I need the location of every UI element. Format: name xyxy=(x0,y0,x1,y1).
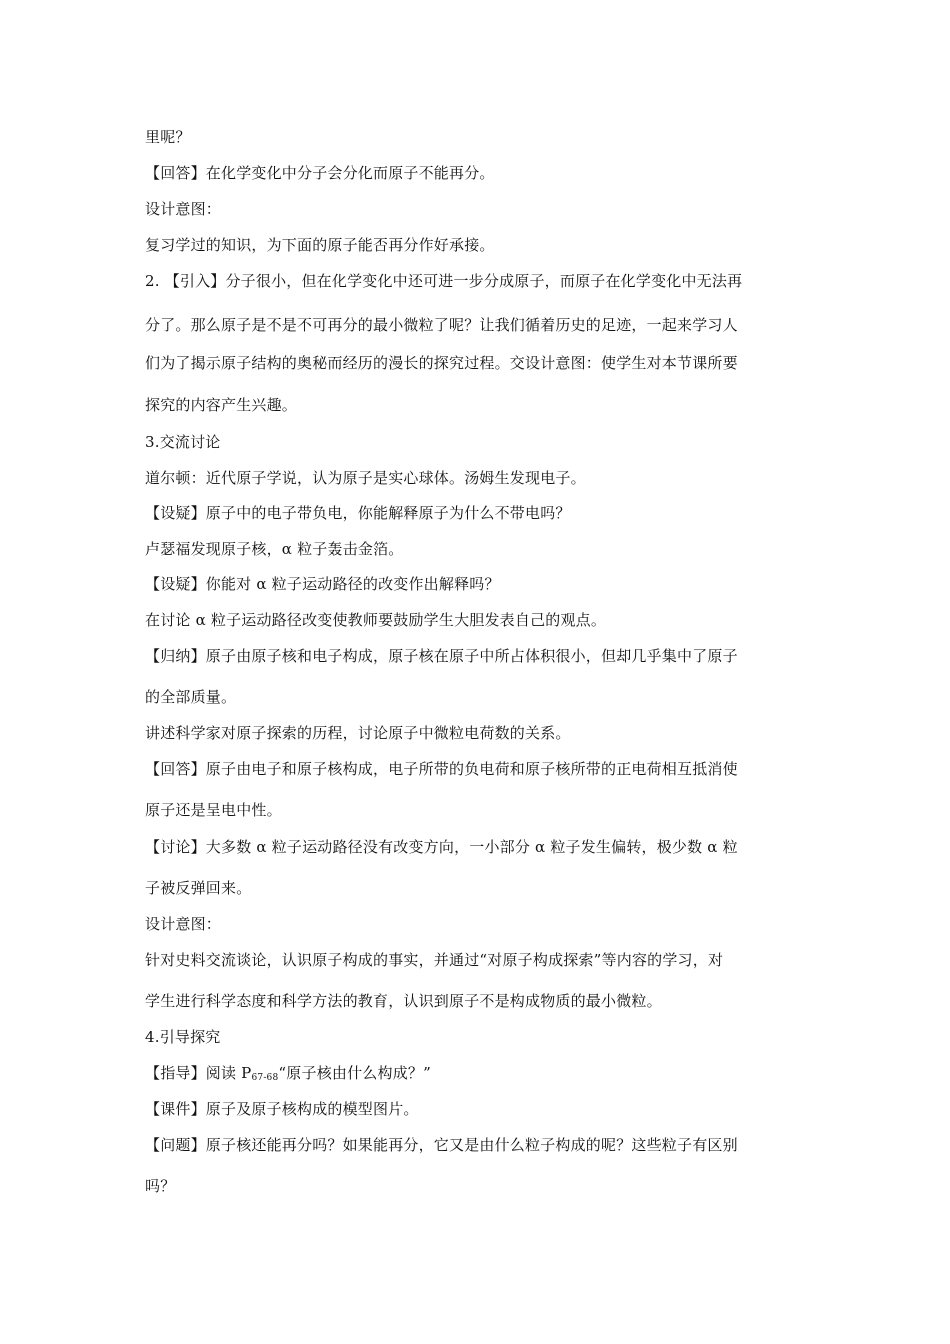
text-line-01: 里呢？ xyxy=(145,128,191,146)
text-line-10: 道尔顿：近代原子学说，认为原子是实心球体。汤姆生发现电子。 xyxy=(145,469,586,487)
section-heading-4: 4.引导探究 xyxy=(145,1028,221,1046)
text-line-23: 针对史料交流谈论，认识原子构成的事实，并通过“对原子构成探索”等内容的学习，对 xyxy=(145,951,724,969)
text-line-27: 【课件】原子及原子核构成的模型图片。 xyxy=(145,1100,419,1118)
text-line-12: 卢瑟福发现原子核，α 粒子轰击金箔。 xyxy=(145,540,404,558)
reading-instruction-question: “原子核由什么构成？” xyxy=(278,1064,431,1082)
text-line-13: 【设疑】你能对 α 粒子运动路径的改变作出解释吗？ xyxy=(145,575,500,593)
text-line-15: 【归纳】原子由原子核和电子构成，原子核在原子中所占体积很小，但却几乎集中了原子 xyxy=(145,647,738,665)
text-line-19: 原子还是呈电中性。 xyxy=(145,801,282,819)
text-line-20: 【讨论】大多数 α 粒子运动路径没有改变方向，一小部分 α 粒子发生偏转，极少数 α 粒 xyxy=(145,838,738,856)
text-line-04: 复习学过的知识，为下面的原子能否再分作好承接。 xyxy=(145,236,495,254)
text-line-28: 【问题】原子核还能再分吗？如果能再分，它又是由什么粒子构成的呢？这些粒子有区别 xyxy=(145,1136,738,1154)
text-line-14: 在讨论 α 粒子运动路径改变使教师要鼓励学生大胆发表自己的观点。 xyxy=(145,611,607,629)
text-line-06: 分了。那么原子是不是不可再分的最小微粒了呢？让我们循着历史的足迹，一起来学习人 xyxy=(145,316,738,334)
text-line-22: 设计意图： xyxy=(145,915,222,933)
text-line-11: 【设疑】原子中的电子带负电，你能解释原子为什么不带电吗？ xyxy=(145,504,571,522)
text-line-03: 设计意图： xyxy=(145,200,222,218)
text-line-16: 的全部质量。 xyxy=(145,688,237,706)
text-line-29: 吗？ xyxy=(145,1177,176,1195)
text-line-21: 子被反弹回来。 xyxy=(145,879,252,897)
text-line-07: 们为了揭示原子结构的奥秘而经历的漫长的探究过程。交设计意图：使学生对本节课所要 xyxy=(145,354,738,372)
reading-instruction-prefix: 【指导】阅读 P xyxy=(145,1064,252,1082)
text-line-24: 学生进行科学态度和科学方法的教育，认识到原子不是构成物质的最小微粒。 xyxy=(145,992,662,1010)
text-line-08: 探究的内容产生兴趣。 xyxy=(145,396,298,414)
text-line-18: 【回答】原子由电子和原子核构成，电子所带的负电荷和原子核所带的正电荷相互抵消使 xyxy=(145,760,738,778)
text-line-02: 【回答】在化学变化中分子会分化而原子不能再分。 xyxy=(145,164,495,182)
text-line-17: 讲述科学家对原子探索的历程，讨论原子中微粒电荷数的关系。 xyxy=(145,724,571,742)
text-line-26 xyxy=(145,1063,810,1088)
section-heading-3: 3.交流讨论 xyxy=(145,433,221,451)
page-range-subscript: 67-68 xyxy=(251,1073,279,1083)
text-line-05: 2. 【引入】分子很小，但在化学变化中还可进一步分成原子，而原子在化学变化中无法再 xyxy=(145,272,743,290)
